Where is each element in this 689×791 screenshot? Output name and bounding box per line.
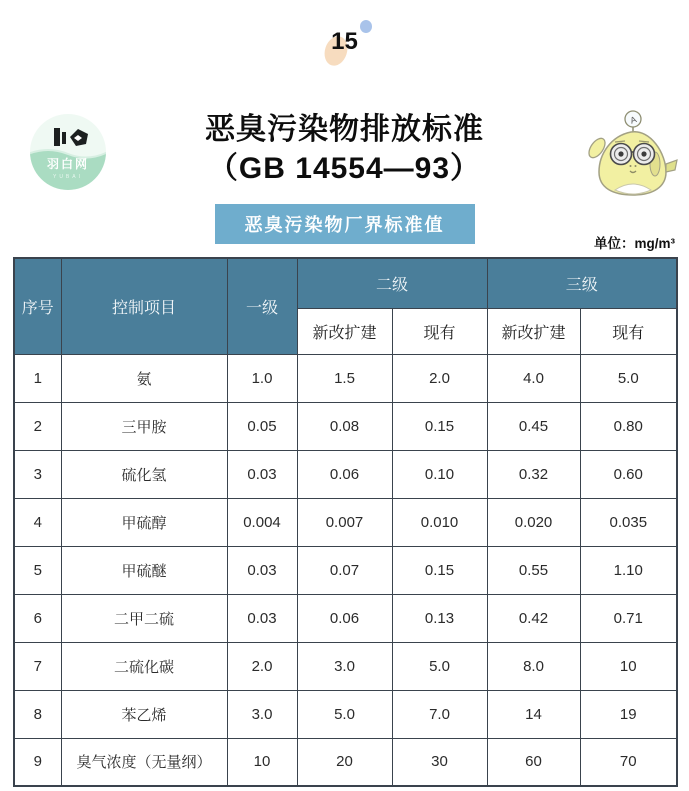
mascot-bird-icon [581, 106, 683, 202]
table-row [14, 402, 677, 450]
value-cell: 0.03 [227, 546, 297, 594]
header-level3-new: 新改扩建 [487, 308, 580, 354]
value-cell: 0.06 [297, 594, 392, 642]
value-cell: 30 [392, 738, 487, 786]
table-row [14, 546, 677, 594]
item-name-cell: 二硫化碳 [61, 642, 227, 690]
row-index-cell: 5 [14, 546, 61, 594]
value-cell: 0.08 [297, 402, 392, 450]
value-cell: 0.15 [392, 402, 487, 450]
value-cell: 0.71 [580, 594, 677, 642]
mascot [581, 106, 683, 202]
page-number-area [0, 28, 689, 78]
value-cell: 1.0 [227, 354, 297, 402]
row-index-cell: 2 [14, 402, 61, 450]
row-index-cell: 6 [14, 594, 61, 642]
row-index-cell: 3 [14, 450, 61, 498]
standards-table [13, 257, 678, 787]
value-cell: 0.32 [487, 450, 580, 498]
value-cell: 60 [487, 738, 580, 786]
value-cell: 10 [227, 738, 297, 786]
page-number: 15 [331, 28, 358, 55]
value-cell: 1.10 [580, 546, 677, 594]
header-control-item: 控制项目 [61, 258, 227, 354]
value-cell: 0.06 [297, 450, 392, 498]
yubai-logo-icon [28, 112, 108, 192]
value-cell: 0.010 [392, 498, 487, 546]
value-cell: 1.5 [297, 354, 392, 402]
row-index-cell: 9 [14, 738, 61, 786]
value-cell: 0.020 [487, 498, 580, 546]
value-cell: 0.15 [392, 546, 487, 594]
header-level2: 二级 [297, 258, 487, 308]
table-row [14, 642, 677, 690]
unit-label: 单位：mg/m³ [594, 236, 675, 251]
item-name-cell: 甲硫醚 [61, 546, 227, 594]
value-cell: 0.55 [487, 546, 580, 594]
value-cell: 5.0 [392, 642, 487, 690]
brand-logo [28, 112, 108, 192]
item-name-cell: 硫化氢 [61, 450, 227, 498]
value-cell: 0.007 [297, 498, 392, 546]
value-cell: 0.004 [227, 498, 297, 546]
value-cell: 0.10 [392, 450, 487, 498]
header-level2-existing: 现有 [392, 308, 487, 354]
value-cell: 0.03 [227, 450, 297, 498]
row-index-cell: 7 [14, 642, 61, 690]
item-name-cell: 氨 [61, 354, 227, 402]
value-cell: 3.0 [297, 642, 392, 690]
badge-row [0, 204, 689, 244]
mascot-bubble-letter: A [628, 114, 638, 126]
value-cell: 70 [580, 738, 677, 786]
value-cell: 0.03 [227, 594, 297, 642]
logo-subtext: YUBAI [52, 174, 84, 180]
value-cell: 2.0 [227, 642, 297, 690]
value-cell: 7.0 [392, 690, 487, 738]
value-cell: 0.80 [580, 402, 677, 450]
page-title [110, 110, 579, 188]
item-name-cell: 三甲胺 [61, 402, 227, 450]
row-index-cell: 4 [14, 498, 61, 546]
value-cell: 0.05 [227, 402, 297, 450]
value-cell: 3.0 [227, 690, 297, 738]
header-seq: 序号 [14, 258, 61, 354]
table-row [14, 690, 677, 738]
value-cell: 4.0 [487, 354, 580, 402]
value-cell: 0.035 [580, 498, 677, 546]
header-level1: 一级 [227, 258, 297, 354]
item-name-cell: 苯乙烯 [61, 690, 227, 738]
table-body [14, 354, 677, 786]
value-cell: 0.45 [487, 402, 580, 450]
header-level3: 三级 [487, 258, 677, 308]
logo-text: 羽白网 [46, 157, 90, 171]
row-index-cell: 1 [14, 354, 61, 402]
table-row [14, 498, 677, 546]
title-line-2: （GB 14554—93） [207, 152, 482, 185]
value-cell: 0.13 [392, 594, 487, 642]
value-cell: 8.0 [487, 642, 580, 690]
value-cell: 5.0 [580, 354, 677, 402]
value-cell: 0.07 [297, 546, 392, 594]
table-row [14, 738, 677, 786]
value-cell: 14 [487, 690, 580, 738]
item-name-cell: 臭气浓度（无量纲） [61, 738, 227, 786]
row-index-cell: 8 [14, 690, 61, 738]
header-level2-new: 新改扩建 [297, 308, 392, 354]
table-header [14, 258, 677, 354]
item-name-cell: 二甲二硫 [61, 594, 227, 642]
blue-dot-decoration [360, 20, 372, 33]
value-cell: 0.42 [487, 594, 580, 642]
table-row [14, 354, 677, 402]
item-name-cell: 甲硫醇 [61, 498, 227, 546]
table-row [14, 450, 677, 498]
value-cell: 0.60 [580, 450, 677, 498]
value-cell: 20 [297, 738, 392, 786]
value-cell: 2.0 [392, 354, 487, 402]
header-level3-existing: 现有 [580, 308, 677, 354]
section-badge: 恶臭污染物厂界标准值 [215, 204, 475, 244]
value-cell: 5.0 [297, 690, 392, 738]
title-line-1: 恶臭污染物排放标准 [205, 113, 484, 146]
table-row [14, 594, 677, 642]
value-cell: 10 [580, 642, 677, 690]
value-cell: 19 [580, 690, 677, 738]
